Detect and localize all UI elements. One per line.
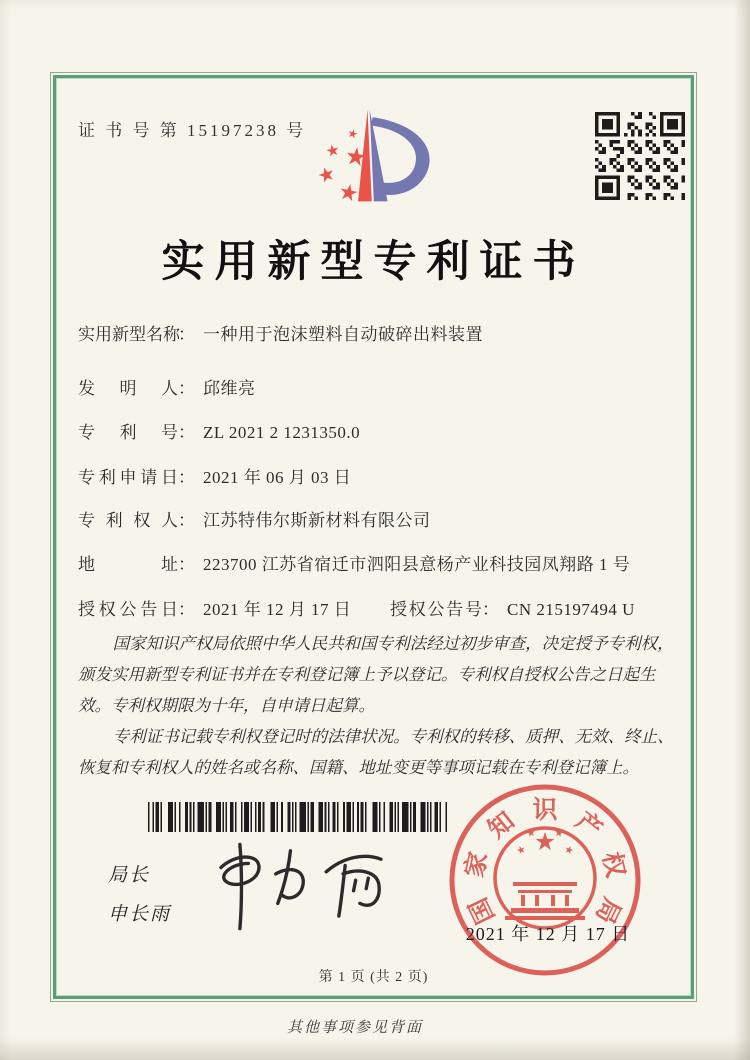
barcode [147,802,453,832]
director-name: 申长雨 [108,904,172,925]
field-patentee [78,506,674,531]
field-label: 授权公告日 [78,600,178,619]
footer-note: 其他事项参见背面 [286,1020,423,1036]
field-label: 授权公告号 [390,600,482,619]
seal-char: 识 [532,797,558,824]
field-colon: ： [178,379,195,398]
page-number: 第 1 页 (共 2 页) [318,970,429,985]
field-label: 专利申请日 [78,468,178,487]
seal-char: 国 [464,893,501,928]
seal-date: 2021 年 12 月 17 日 [465,924,631,944]
field-value: ZL 2021 2 1231350.0 [203,423,361,442]
field-value: 一种用于泡沫塑料自动破碎出料装置 [203,325,483,344]
cnipa-logo-icon [298,96,456,214]
certificate-title: 实用新型专利证书 [161,239,586,286]
field-colon: ： [178,423,195,442]
seal-char: 权 [596,849,629,880]
field-label: 专利权人 [78,511,178,530]
field-colon: ： [178,511,195,530]
field-label: 实用新型名称 [78,325,180,344]
field-value: CN 215197494 U [507,600,635,619]
field-value: 2021 年 06 月 03 日 [203,468,352,487]
field-colon: ： [178,468,195,487]
qr-code [595,112,685,200]
field-filing-date [78,463,674,488]
seal-char: 局 [589,893,626,928]
field-inventor [78,374,674,399]
field-grant-publication-number [390,595,635,620]
field-grant-date [78,600,351,619]
field-colon: ： [482,600,499,619]
field-value: 223700 江苏省宿迁市泗阳县意杨产业科技园凤翔路 1 号 [203,555,631,574]
field-label: 发明人 [78,379,178,398]
field-value: 邱维亮 [203,379,256,398]
director-title: 局长 [108,865,151,886]
field-colon: ： [178,555,195,574]
field-patent-number [78,418,674,443]
certificate-number: 证 书 号 第 15197238 号 [78,121,307,140]
field-value: 江苏特伟尔斯新材料有限公司 [203,511,431,530]
seal-char: 知 [483,807,520,845]
seal-char: 产 [570,807,607,845]
field-address [78,550,674,575]
official-seal [447,782,643,978]
signature-block [108,860,171,938]
director-signature [202,838,402,933]
seal-char: 家 [461,849,494,880]
field-utility-model-name [78,320,674,345]
field-label: 地址 [78,555,178,574]
legal-status-paragraph: 专利证书记载专利权登记时的法律状况。专利权的转移、质押、无效、终止、恢复和专利权人的姓名或名称、国籍、地址变更等事项记载在专利登记簿上。 [78,727,674,777]
field-colon: ： [178,325,195,344]
field-colon: ： [178,600,195,619]
certificate-body-text [78,628,674,783]
field-grant-row [78,595,674,620]
national-emblem [495,828,595,928]
field-value: 2021 年 12 月 17 日 [203,600,352,619]
field-label: 专利号 [78,423,178,442]
grant-statement-paragraph: 国家知识产权局依照中华人民共和国专利法经过初步审查，决定授予专利权，颁发实用新型专利证书并在专利登记簿上予以登记。专利权自授权公告之日起生效。专利权期限为十年，自申请日起算。 [78,634,674,715]
